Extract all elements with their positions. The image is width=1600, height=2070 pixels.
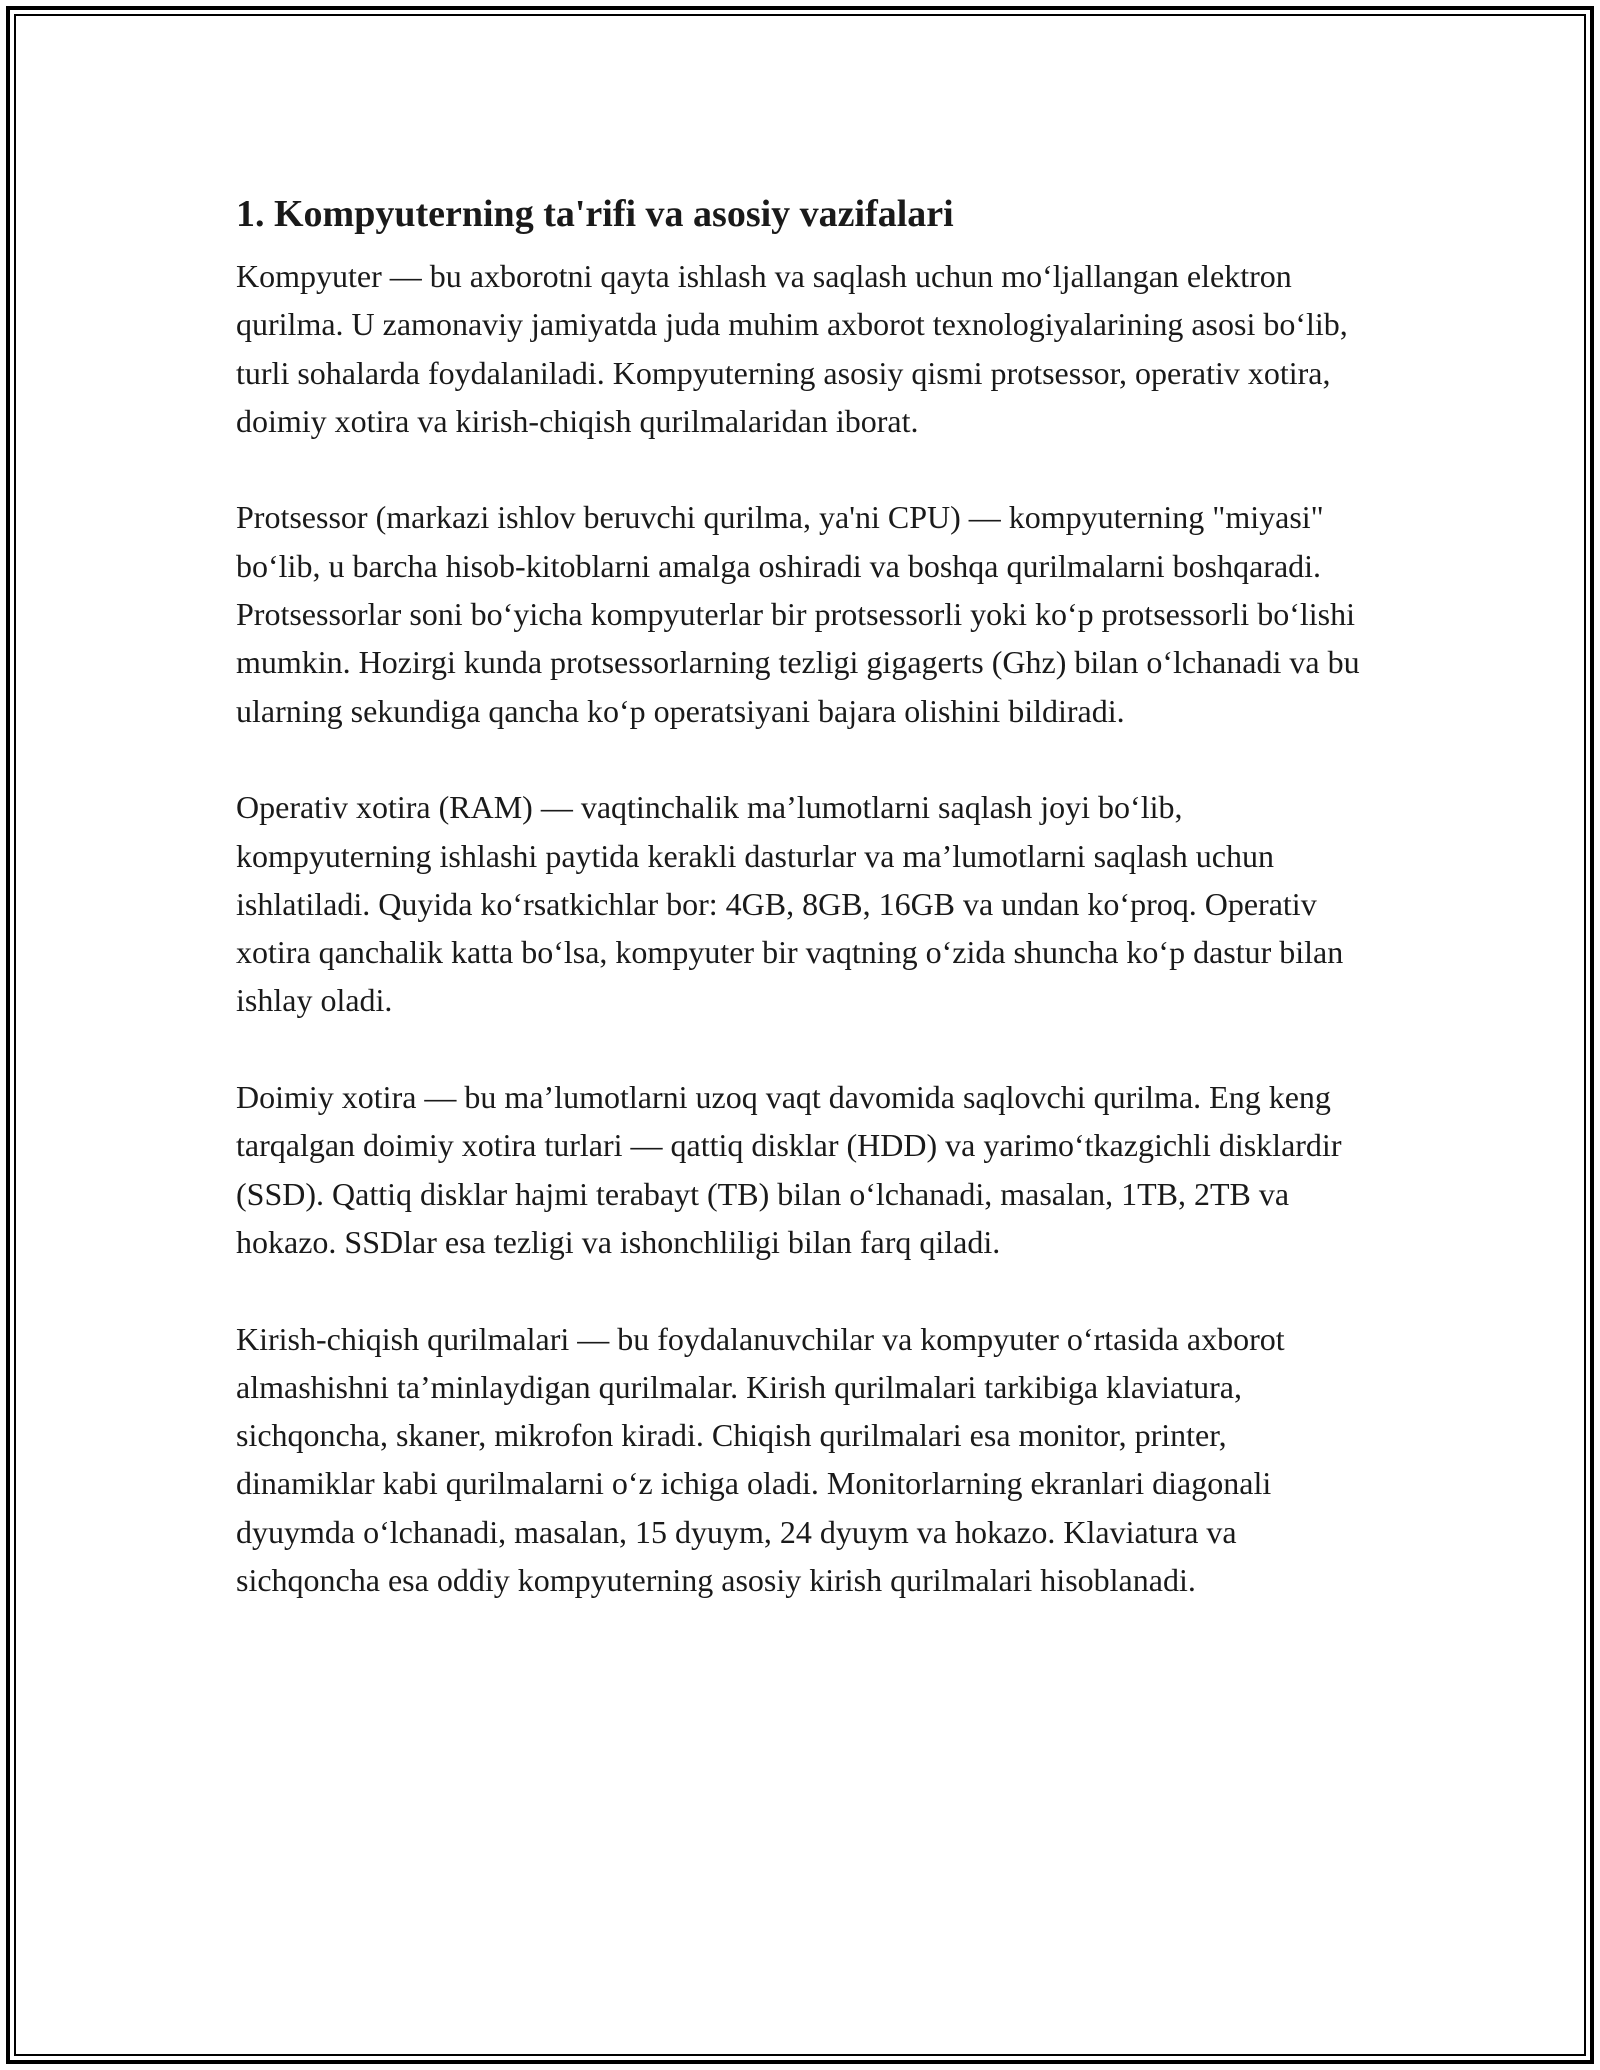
paragraph-io-devices: Kirish-chiqish qurilmalari — bu foydalanuvchilar va kompyuter o‘rtasida axborot almashishni ta’minlaydigan qurilmalar. Kirish qurilmalari tarkibiga klaviatura, sichqoncha, skaner, mikrofon kiradi. Chiqish qurilmalari esa monitor, printer, dinamiklar kabi qurilmalarni o‘z ichiga oladi. Monitorlarning ekranlari diagonali dyuymda o‘lchanadi, masalan, 15 dyuym, 24 dyuym va hokazo. Klaviatura va sichqoncha esa oddiy kompyuterning asosiy kirish qurilmalari hisoblanadi. [236,1320,1285,1599]
paragraph-computer-definition: Kompyuter — bu axborotni qayta ishlash va saqlash uchun mo‘ljallangan elektron qurilma. U zamonaviy jamiyatda juda muhim axborot texnologiyalarining asosi bo‘lib, turli sohalarda foydalaniladi. Kompyuterning asosiy qismi protsessor, operativ xotira, doimiy xotira va kirish-chiqish qurilmalaridan iborat. [236,258,1348,439]
paragraph-processor: Protsessor (markazi ishlov beruvchi qurilma, ya'ni CPU) — kompyuterning "miyasi" bo‘lib, u barcha hisob-kitoblarni amalga oshiradi va boshqa qurilmalarni boshqaradi. Protsessorlar soni bo‘yicha kompyuterlar bir protsessorli yoki ko‘p protsessorli bo‘lishi mumkin. Hozirgi kunda protsessorlarning tezligi gigagerts (Ghz) bilan o‘lchanadi va bu ularning sekundiga qancha ko‘p operatsiyani bajara olishini bildiradi. [236,499,1360,729]
paragraph-permanent-storage: Doimiy xotira — bu ma’lumotlarni uzoq vaqt davomida saqlovchi qurilma. Eng keng tarqalgan doimiy xotira turlari — qattiq disklar (HDD) va yarimo‘tkazgichli disklardir (SSD). Qattiq disklar hajmi terabayt (TB) bilan o‘lchanadi, masalan, 1TB, 2TB va hokazo. SSDlar esa tezligi va ishonchliligi bilan farq qiladi. [236,1079,1342,1260]
paragraph-ram: Operativ xotira (RAM) — vaqtinchalik ma’lumotlarni saqlash joyi bo‘lib, kompyuterning ishlashi paytida kerakli dasturlar va ma’lumotlarni saqlash uchun ishlatiladi. Quyida ko‘rsatkichlar bor: 4GB, 8GB, 16GB va undan ko‘proq. Operativ xotira qanchalik katta bo‘lsa, kompyuter bir vaqtning o‘zida shuncha ko‘p dastur bilan ishlay oladi. [236,789,1344,1019]
section-heading: 1. Kompyuterning ta'rifi va asosiy vazifalari [236,193,954,235]
document-body [236,186,1366,1604]
